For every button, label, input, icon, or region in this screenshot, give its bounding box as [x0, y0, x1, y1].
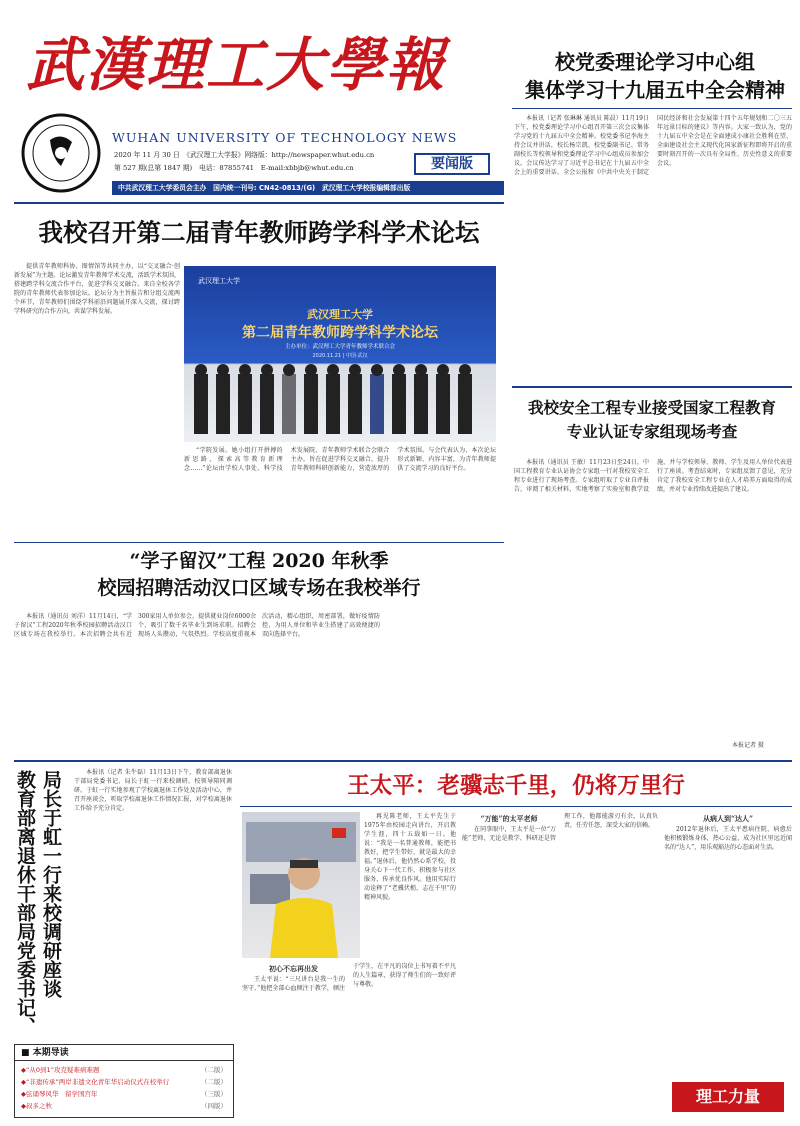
university-seal-icon	[20, 112, 102, 194]
forum-photo-logo: 武汉理工大学	[198, 277, 240, 285]
forum-banner-title-2: 第二届青年教师跨学科学术论坛	[242, 325, 438, 341]
top-right-headline	[520, 48, 790, 104]
feature-article-mid: “万能”的太平老师 在同事眼中，王太平是一位“万能”老师，无论是教学、科研还是管理工作，他都能游刃有余，认真负责，任劳任怨，深受大家的信赖。	[462, 813, 658, 842]
top-right-article-text: 本报讯（记者 张琳琳 通讯员 陈晨）11月19日下午，校党委理论学习中心组召开第三次会议集体学习党的十九届五中全会精神。校党委书记李海主持会议并讲话，校长杨宗凯、校党委副书记、常务副校长等校领导和党委理论学习中心组成员参加会议。会议传达学习了习近平总书记在十九届五中全会上的重要讲话、全会公报和《中共中央关于制定国民经济和社会发展第十四个五年规划和二〇三五年远景目标的建议》等内容。大家一致认为，党的十九届五中全会是在全面建成小康社会胜利在望、全面建设社会主义现代化国家新征程即将开启的重要时刻召开的一次具有全局性、历史性意义的重要会议。	[514, 115, 792, 176]
photo-caption: 本报记者 摄	[732, 742, 764, 749]
divider	[14, 760, 792, 762]
feature-subhead-2: “万能”的太平老师	[480, 814, 538, 823]
masthead-issue-no: 第 527 期(总第 1847 期) 电话：87855741 E-mail:xbbjb@whut.edu.cn	[114, 164, 354, 172]
feature-article-text: 再见陈老师，王太平先生于1975年由校园走向讲台，开启教学生涯，四十五载如一日。他说：“我是一名普通教师，能把书教好，把学生带好，就是最大的幸福。”退休后，他仍然心系学校，投身关心下一代工作，积极参与社区服务，传承优良作风。他用实际行动诠释了“老骥伏枥，志在千里”的精神风貌。	[364, 813, 456, 901]
recruit-headline-line2: 校园招聘活动汉口区域专场在我校举行	[97, 577, 421, 599]
forum-photo	[184, 266, 496, 442]
masthead-en-title: WUHAN UNIVERSITY OF TECHNOLOGY NEWS	[112, 130, 458, 145]
feature-subhead-1: 初心不忘再出发	[269, 964, 318, 973]
forum-banner-date: 2020.11.21 | 中国·武汉	[312, 353, 368, 359]
guide-item-page: （三版）	[201, 1090, 227, 1098]
feature-headline: 王太平：老骥志千里，仍将万里行	[347, 773, 685, 799]
top-right-headline-line2: 集体学习十九届五中全会精神	[525, 78, 785, 102]
feature-article-right: 从病人到“达人” 2012年退休后，王太平患病住院，病愈后他积极锻炼身体，热心公益，成为社区里远近闻名的“达人”，用乐观豁达的心态面对生活。	[664, 814, 792, 851]
guide-item-text: ◆叔多之秋	[21, 1102, 52, 1110]
main-headline: 我校召开第二届青年教师跨学科学术论坛	[38, 218, 480, 247]
guide-item-page: （二版）	[201, 1066, 227, 1074]
divider	[512, 386, 792, 388]
main-left-article	[14, 262, 180, 538]
safety-headline	[512, 396, 792, 444]
guide-item-page: （四版）	[201, 1102, 227, 1110]
vertical-headline-col1: 局长于虹一行来校调研座谈	[40, 770, 62, 998]
safety-article	[514, 458, 792, 758]
guide-title	[15, 1045, 233, 1061]
guide-item[interactable]	[21, 1100, 227, 1112]
main-bottom-article-text: “学院发展。她小组打开拼搏的新思路，探索高等教育新理念……”论坛由学校人事处、科学技术发展院、青年教师学术联合会联合主办，旨在促进学科交叉融合，提升青年教师科研创新能力，营造浓厚的学术氛围。与会代表认为，本次论坛形式新颖、内容丰富，为青年教师提供了交流学习的良好平台。	[184, 447, 496, 472]
portrait-figure-icon	[242, 812, 360, 958]
guide-list	[15, 1061, 233, 1115]
feature-article-lower: 初心不忘再出发 王太平说：“三尺讲台是我一生的坚守。”他把全部心血倾注于教学，倾注于学生，在平凡的岗位上书写着不平凡的人生篇章，获得了师生们的一致好评与尊敬。	[242, 963, 456, 992]
recruit-article	[14, 612, 504, 752]
main-bottom-article	[184, 446, 496, 538]
guide-title-text: 本期导读	[32, 1048, 69, 1058]
guide-item-text: ◆“非遗传承”两岸非遗文化青年华启动仪式在校举行	[21, 1078, 170, 1086]
recruit-article-text: 本报讯（通讯员 刘洋）11月14日，“学子留汉”工程2020年秋季校园招聘活动汉口区域专场在我校举行。本次招聘会共有近300家用人单位参会，提供就业岗位6000余个，吸引了数千名毕业生到场求职。招聘会现场人头攒动，气氛热烈。学校高度重视本次活动，精心组织，周密部署，做好疫情防控，为用人单位和毕业生搭建了高效便捷的双向选择平台。	[14, 613, 380, 638]
safety-article-text: 本报讯（通讯员 王敏）11月23日至24日，中国工程教育专业认证协会专家组一行对我校安全工程专业进行了现场考查。专家组听取了专业自评报告，审阅了相关材料，实地考察了实验室和教学设施，并与学校领导、教师、学生及用人单位代表进行了座谈。考查结束时，专家组反馈了意见，充分肯定了我校安全工程专业在人才培养方面取得的成绩，并对专业持续改进提出了建议。	[514, 459, 792, 493]
guide-box	[14, 1044, 234, 1118]
guide-item[interactable]	[21, 1076, 227, 1088]
masthead-title: 武漢理工大學報	[26, 31, 447, 99]
guide-item-page: （二版）	[201, 1078, 227, 1086]
guide-item[interactable]	[21, 1064, 227, 1076]
guide-item-text: ◆弦诵琴风华 留学国宫年	[21, 1090, 98, 1098]
portrait-photo	[242, 812, 360, 958]
forum-banner-title-1: 武汉理工大学	[307, 308, 373, 321]
divider	[240, 806, 792, 807]
forum-banner-sub: 主办单位：武汉理工大学青年教师学术联合会	[284, 344, 395, 350]
guide-bullet-icon: ■	[21, 1048, 33, 1058]
divider	[14, 542, 504, 543]
vertical-article	[74, 768, 232, 1042]
top-right-headline-line1: 校党委理论学习中心组	[555, 50, 755, 74]
recruit-headline	[14, 548, 504, 602]
section-badge: 要闻版	[414, 153, 490, 175]
recruit-headline-line1: “学子留汉”工程 2020 年秋季	[129, 550, 389, 572]
feature-subhead-3: 从病人到“达人”	[702, 814, 754, 823]
guide-item[interactable]	[21, 1088, 227, 1100]
top-right-article	[514, 114, 792, 376]
vertical-article-text: 本报讯（记者 朱牛磊）11月13日下午，教育部离退休干部局党委书记、局长于虹一行来校调研。校领导陪同调研。于虹一行实地参观了学校离退休工作处及活动中心，并召开座谈会，听取学校离退休工作情况汇报，对学校离退休工作给予充分肯定。	[74, 769, 232, 812]
feature-article-col1	[364, 812, 456, 960]
masthead-sponsor-bar: 中共武汉理工大学委员会主办 国内统一刊号: CN42-0813/(G) 武汉理工大学校报编辑部出版	[112, 181, 504, 195]
people-row-icon	[184, 362, 496, 442]
main-left-article-text: 提供青年教师科协、图情馆等共同主办，以“交叉融合·创新发展”为主题。论坛激发青年教师学术交流，活跃学术氛围，搭建跨学科交流合作平台，促进学科交叉融合。来自全校各学院的青年教师代表参加论坛。论坛分为主旨报告和分组交流两个环节，青年教师们围绕学科前沿问题展开深入交流，探讨跨学科研究的合作方向，共谋学科发展。	[14, 263, 180, 315]
bottom-badge: 理工力量	[672, 1082, 784, 1112]
vertical-headline-col2: 教育部离退休干部局党委书记、	[14, 770, 36, 1036]
guide-item-text: ◆“从0到1”攻克疑难病难题	[21, 1066, 100, 1074]
safety-headline-line1: 我校安全工程专业接受国家工程教育	[527, 399, 776, 417]
divider	[512, 108, 792, 109]
masthead-issue-line: 2020 年 11 月 30 日 《武汉理工大学报》网络版：http://newspaper.whut.edu.cn	[114, 151, 375, 159]
safety-headline-line2: 专业认证专家组现场考查	[566, 423, 738, 441]
divider	[14, 202, 504, 204]
